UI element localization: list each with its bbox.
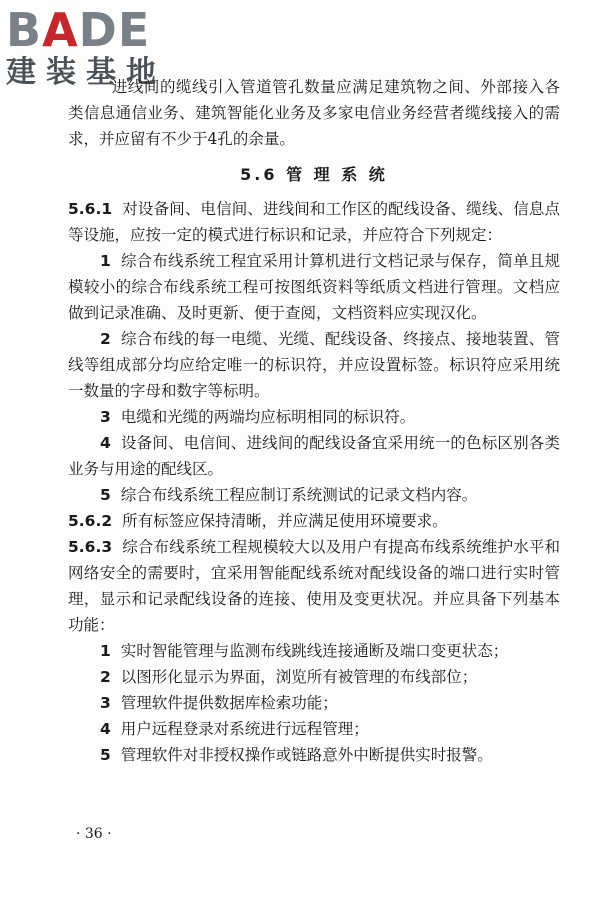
clause-5-6-1: [68, 196, 560, 248]
item-text: 管理软件提供数据库检索功能；: [120, 694, 338, 712]
item-text: 电缆和光缆的两端均应标明相同的标识符。: [120, 408, 416, 426]
logo-letter-d: D: [78, 3, 118, 57]
item-number: 2: [100, 668, 111, 686]
item-text: 实时智能管理与监测布线跳线连接通断及端口变更状态；: [120, 642, 509, 660]
clause-5-6-2: [68, 508, 560, 534]
page-number: · 36 ·: [76, 826, 112, 842]
list-item: [68, 664, 560, 690]
clause-5-6-3: [68, 534, 560, 638]
item-text: 综合布线的每一电缆、光缆、配线设备、终接点、接地装置、管线等组成部分均应给定唯一的标识符，并应设置标签。标识符应采用统一数量的字母和数字等标明。: [68, 330, 560, 400]
intro-text: 进线间的缆线引入管道管孔数量应满足建筑物之间、外部接入各类信息通信业务、建筑智能化业务及多家电信业务经营者缆线接入的需求，并应留有不少于4孔的余量。: [68, 78, 560, 148]
item-text: 用户远程登录对系统进行远程管理；: [120, 720, 369, 738]
intro-paragraph: [68, 74, 560, 152]
item-number: 5: [100, 486, 111, 504]
clause-number: 5.6.3: [68, 538, 113, 556]
list-item: [68, 716, 560, 742]
document-body: [68, 74, 560, 768]
item-text: 管理软件对非授权操作或链路意外中断提供实时报警。: [120, 746, 493, 764]
item-number: 5: [100, 746, 111, 764]
item-number: 1: [100, 252, 111, 270]
logo-letter-e: E: [117, 3, 151, 57]
item-number: 2: [100, 330, 111, 348]
list-item: [68, 690, 560, 716]
clause-number: 5.6.2: [68, 512, 113, 530]
item-number: 3: [100, 694, 111, 712]
list-item: [68, 248, 560, 326]
section-heading: 5.6 管 理 系 统: [240, 165, 388, 184]
list-item: [68, 326, 560, 404]
list-item: [68, 430, 560, 482]
list-item: [68, 482, 560, 508]
clause-text: 综合布线系统工程规模较大以及用户有提高布线系统维护水平和网络安全的需要时，宜采用智能配线系统对配线设备的端口进行实时管理，显示和记录配线设备的连接、使用及变更状况。并应具备下列基本功能：: [68, 538, 560, 634]
list-item: [68, 404, 560, 430]
clause-number: 5.6.1: [68, 200, 113, 218]
logo-letter-b: B: [6, 3, 43, 57]
item-number: 4: [100, 434, 111, 452]
item-number: 1: [100, 642, 111, 660]
list-item: [68, 638, 560, 664]
logo-letter-a: A: [42, 3, 79, 57]
logo-brand: [6, 3, 174, 57]
item-text: 以图形化显示为界面，浏览所有被管理的布线部位；: [120, 668, 478, 686]
item-text: 综合布线系统工程宜采用计算机进行文档记录与保存，简单且规模较小的综合布线系统工程可按图纸资料等纸质文档进行管理。文档应做到记录准确、及时更新、便于查阅，文档资料应实现汉化。: [68, 252, 560, 322]
item-number: 4: [100, 720, 111, 738]
item-text: 设备间、电信间、进线间的配线设备宜采用统一的色标区别各类业务与用途的配线区。: [68, 434, 560, 478]
item-text: 综合布线系统工程应制订系统测试的记录文档内容。: [120, 486, 478, 504]
list-item: [68, 742, 560, 768]
clause-text: 所有标签应保持清晰，并应满足使用环境要求。: [122, 512, 448, 530]
logo-subtitle: 建装基地: [6, 55, 166, 90]
item-number: 3: [100, 408, 111, 426]
clause-text: 对设备间、电信间、进线间和工作区的配线设备、缆线、信息点等设施，应按一定的模式进行标识和记录，并应符合下列规定：: [68, 200, 560, 244]
